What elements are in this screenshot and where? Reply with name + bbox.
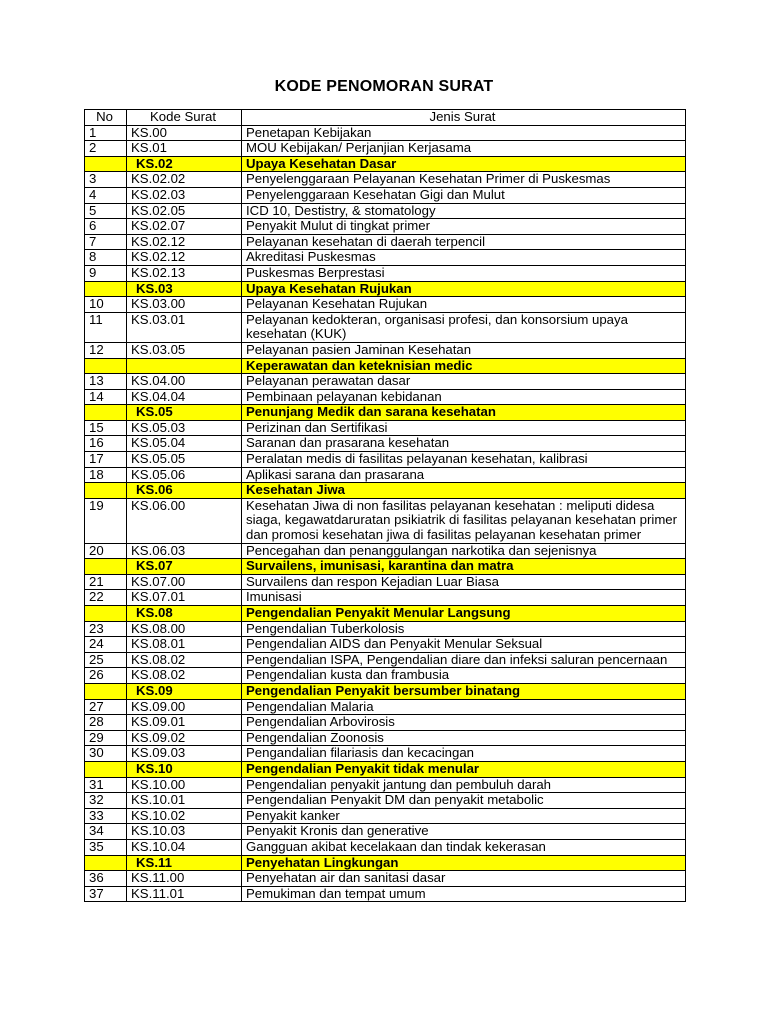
cell-no: 3 xyxy=(85,172,127,188)
cell-kode-surat: KS.03 xyxy=(127,281,242,297)
cell-jenis-surat: Penyakit Kronis dan generative xyxy=(242,824,686,840)
cell-jenis-surat: Pemukiman dan tempat umum xyxy=(242,886,686,902)
cell-kode-surat: KS.09.02 xyxy=(127,730,242,746)
cell-kode-surat: KS.05.03 xyxy=(127,420,242,436)
cell-kode-surat: KS.08.01 xyxy=(127,637,242,653)
table-row xyxy=(85,652,686,668)
cell-jenis-surat: Aplikasi sarana dan prasarana xyxy=(242,467,686,483)
cell-jenis-surat: Kesehatan Jiwa di non fasilitas pelayanan kesehatan : meliputi didesa siaga, kegawatdaruratan psikiatrik di fasilitas pelayanan kesehatan primer dan promosi kesehatan jiwa di fasilitas pelayanan kesehatan primer xyxy=(242,498,686,543)
cell-kode-surat: KS.03.01 xyxy=(127,312,242,342)
cell-jenis-surat: Pengandalian filariasis dan kecacingan xyxy=(242,746,686,762)
cell-no: 7 xyxy=(85,234,127,250)
cell-kode-surat: KS.02.05 xyxy=(127,203,242,219)
page-title: KODE PENOMORAN SURAT xyxy=(274,78,494,95)
cell-no xyxy=(85,483,127,499)
cell-kode-surat: KS.05.06 xyxy=(127,467,242,483)
cell-jenis-surat: Penyelenggaraan Kesehatan Gigi dan Mulut xyxy=(242,187,686,203)
table-row xyxy=(85,886,686,902)
cell-kode-surat: KS.02.12 xyxy=(127,234,242,250)
section-row xyxy=(85,281,686,297)
cell-kode-surat: KS.10.01 xyxy=(127,793,242,809)
cell-kode-surat: KS.09.00 xyxy=(127,699,242,715)
cell-jenis-surat: Pengendalian kusta dan frambusia xyxy=(242,668,686,684)
cell-kode-surat: KS.06.00 xyxy=(127,498,242,543)
section-row xyxy=(85,855,686,871)
cell-kode-surat: KS.07 xyxy=(127,559,242,575)
cell-no: 15 xyxy=(85,420,127,436)
cell-no: 20 xyxy=(85,543,127,559)
cell-kode-surat: KS.02.12 xyxy=(127,250,242,266)
cell-jenis-surat: Pelayanan kesehatan di daerah terpencil xyxy=(242,234,686,250)
cell-kode-surat xyxy=(127,358,242,374)
table-row xyxy=(85,436,686,452)
cell-jenis-surat: Penyakit kanker xyxy=(242,808,686,824)
cell-jenis-surat: Pengendalian penyakit jantung dan pembuluh darah xyxy=(242,777,686,793)
cell-no: 27 xyxy=(85,699,127,715)
cell-kode-surat: KS.08.02 xyxy=(127,652,242,668)
cell-kode-surat: KS.02.13 xyxy=(127,265,242,281)
cell-no: 32 xyxy=(85,793,127,809)
cell-kode-surat: KS.09.03 xyxy=(127,746,242,762)
table-row xyxy=(85,250,686,266)
cell-jenis-surat: Pencegahan dan penanggulangan narkotika dan sejenisnya xyxy=(242,543,686,559)
header-no: No xyxy=(85,110,127,126)
cell-kode-surat: KS.02.07 xyxy=(127,219,242,235)
cell-kode-surat: KS.09 xyxy=(127,683,242,699)
cell-no: 34 xyxy=(85,824,127,840)
cell-jenis-surat: Saranan dan prasarana kesehatan xyxy=(242,436,686,452)
cell-kode-surat: KS.08.00 xyxy=(127,621,242,637)
cell-jenis-surat: Akreditasi Puskesmas xyxy=(242,250,686,266)
cell-no: 29 xyxy=(85,730,127,746)
cell-no: 30 xyxy=(85,746,127,762)
cell-jenis-surat: Keperawatan dan keteknisian medic xyxy=(242,358,686,374)
cell-kode-surat: KS.10.02 xyxy=(127,808,242,824)
cell-jenis-surat: Pengendalian Penyakit DM dan penyakit metabolic xyxy=(242,793,686,809)
cell-jenis-surat: Pengendalian Malaria xyxy=(242,699,686,715)
section-row xyxy=(85,405,686,421)
cell-jenis-surat: Upaya Kesehatan Rujukan xyxy=(242,281,686,297)
section-row xyxy=(85,683,686,699)
table-row xyxy=(85,265,686,281)
table-row xyxy=(85,312,686,342)
cell-kode-surat: KS.07.01 xyxy=(127,590,242,606)
cell-kode-surat: KS.00 xyxy=(127,125,242,141)
cell-kode-surat: KS.03.00 xyxy=(127,297,242,313)
cell-kode-surat: KS.10.03 xyxy=(127,824,242,840)
table-row xyxy=(85,730,686,746)
header-kode-surat: Kode Surat xyxy=(127,110,242,126)
table-row xyxy=(85,715,686,731)
cell-no: 24 xyxy=(85,637,127,653)
table-row xyxy=(85,141,686,157)
table-row xyxy=(85,234,686,250)
cell-jenis-surat: Survailens dan respon Kejadian Luar Biasa xyxy=(242,574,686,590)
table-row xyxy=(85,125,686,141)
cell-jenis-surat: Pembinaan pelayanan kebidanan xyxy=(242,389,686,405)
cell-no xyxy=(85,683,127,699)
cell-no xyxy=(85,855,127,871)
cell-no xyxy=(85,405,127,421)
cell-no: 35 xyxy=(85,839,127,855)
cell-jenis-surat: Perizinan dan Sertifikasi xyxy=(242,420,686,436)
cell-no: 4 xyxy=(85,187,127,203)
table-row xyxy=(85,467,686,483)
table-row xyxy=(85,839,686,855)
table-row xyxy=(85,172,686,188)
cell-no xyxy=(85,156,127,172)
cell-no: 17 xyxy=(85,452,127,468)
cell-no: 33 xyxy=(85,808,127,824)
cell-no: 18 xyxy=(85,467,127,483)
cell-no: 26 xyxy=(85,668,127,684)
cell-jenis-surat: Pengendalian Penyakit tidak menular xyxy=(242,761,686,777)
cell-no: 1 xyxy=(85,125,127,141)
table-row xyxy=(85,808,686,824)
cell-no: 22 xyxy=(85,590,127,606)
cell-jenis-surat: Penetapan Kebijakan xyxy=(242,125,686,141)
cell-kode-surat: KS.03.05 xyxy=(127,342,242,358)
cell-kode-surat: KS.10.00 xyxy=(127,777,242,793)
cell-no xyxy=(85,559,127,575)
cell-jenis-surat: Pelayanan pasien Jaminan Kesehatan xyxy=(242,342,686,358)
cell-no: 25 xyxy=(85,652,127,668)
cell-kode-surat: KS.10 xyxy=(127,761,242,777)
cell-kode-surat: KS.04.04 xyxy=(127,389,242,405)
table-row xyxy=(85,699,686,715)
cell-no xyxy=(85,606,127,622)
cell-jenis-surat: Pelayanan perawatan dasar xyxy=(242,374,686,390)
section-row xyxy=(85,483,686,499)
cell-jenis-surat: Pengendalian Tuberkolosis xyxy=(242,621,686,637)
cell-jenis-surat: Gangguan akibat kecelakaan dan tindak kekerasan xyxy=(242,839,686,855)
table-row xyxy=(85,374,686,390)
cell-no xyxy=(85,358,127,374)
cell-kode-surat: KS.06.03 xyxy=(127,543,242,559)
cell-jenis-surat: Pelayanan Kesehatan Rujukan xyxy=(242,297,686,313)
header-row xyxy=(85,110,686,126)
cell-no: 21 xyxy=(85,574,127,590)
table-row xyxy=(85,452,686,468)
table-row xyxy=(85,342,686,358)
table-row xyxy=(85,621,686,637)
cell-no: 6 xyxy=(85,219,127,235)
cell-jenis-surat: Pengendalian Arbovirosis xyxy=(242,715,686,731)
cell-kode-surat: KS.06 xyxy=(127,483,242,499)
table-row xyxy=(85,668,686,684)
table-header xyxy=(85,110,686,126)
cell-no: 31 xyxy=(85,777,127,793)
table-row xyxy=(85,187,686,203)
cell-kode-surat: KS.09.01 xyxy=(127,715,242,731)
cell-jenis-surat: Upaya Kesehatan Dasar xyxy=(242,156,686,172)
section-row xyxy=(85,761,686,777)
cell-kode-surat: KS.07.00 xyxy=(127,574,242,590)
table-row xyxy=(85,574,686,590)
cell-no: 11 xyxy=(85,312,127,342)
table-row xyxy=(85,420,686,436)
cell-no xyxy=(85,761,127,777)
cell-jenis-surat: Penyehatan air dan sanitasi dasar xyxy=(242,871,686,887)
cell-jenis-surat: Peralatan medis di fasilitas pelayanan kesehatan, kalibrasi xyxy=(242,452,686,468)
cell-no: 37 xyxy=(85,886,127,902)
section-row xyxy=(85,156,686,172)
cell-kode-surat: KS.02 xyxy=(127,156,242,172)
cell-jenis-surat: Kesehatan Jiwa xyxy=(242,483,686,499)
cell-kode-surat: KS.02.02 xyxy=(127,172,242,188)
cell-jenis-surat: Puskesmas Berprestasi xyxy=(242,265,686,281)
table-row xyxy=(85,389,686,405)
cell-no xyxy=(85,281,127,297)
cell-jenis-surat: Pelayanan kedokteran, organisasi profesi, dan konsorsium upaya kesehatan (KUK) xyxy=(242,312,686,342)
cell-no: 36 xyxy=(85,871,127,887)
cell-kode-surat: KS.11.01 xyxy=(127,886,242,902)
cell-kode-surat: KS.01 xyxy=(127,141,242,157)
section-row xyxy=(85,559,686,575)
cell-jenis-surat: Penunjang Medik dan sarana kesehatan xyxy=(242,405,686,421)
cell-jenis-surat: Imunisasi xyxy=(242,590,686,606)
cell-jenis-surat: Penyehatan Lingkungan xyxy=(242,855,686,871)
cell-kode-surat: KS.11.00 xyxy=(127,871,242,887)
header-jenis-surat: Jenis Surat xyxy=(242,110,686,126)
cell-kode-surat: KS.05.05 xyxy=(127,452,242,468)
table-row xyxy=(85,590,686,606)
table-row xyxy=(85,219,686,235)
cell-no: 9 xyxy=(85,265,127,281)
table-row xyxy=(85,498,686,543)
cell-no: 14 xyxy=(85,389,127,405)
section-row xyxy=(85,606,686,622)
cell-no: 5 xyxy=(85,203,127,219)
cell-no: 8 xyxy=(85,250,127,266)
table-row xyxy=(85,793,686,809)
cell-kode-surat: KS.11 xyxy=(127,855,242,871)
cell-jenis-surat: Pengendalian ISPA, Pengendalian diare dan infeksi saluran pencernaan xyxy=(242,652,686,668)
cell-no: 16 xyxy=(85,436,127,452)
cell-no: 10 xyxy=(85,297,127,313)
cell-jenis-surat: Penyakit Mulut di tingkat primer xyxy=(242,219,686,235)
table-row xyxy=(85,746,686,762)
section-row xyxy=(85,358,686,374)
cell-no: 19 xyxy=(85,498,127,543)
cell-jenis-surat: Pengendalian Zoonosis xyxy=(242,730,686,746)
table-row xyxy=(85,543,686,559)
cell-no: 12 xyxy=(85,342,127,358)
cell-kode-surat: KS.08.02 xyxy=(127,668,242,684)
cell-jenis-surat: MOU Kebijakan/ Perjanjian Kerjasama xyxy=(242,141,686,157)
cell-jenis-surat: Survailens, imunisasi, karantina dan matra xyxy=(242,559,686,575)
cell-jenis-surat: Penyelenggaraan Pelayanan Kesehatan Primer di Puskesmas xyxy=(242,172,686,188)
cell-kode-surat: KS.04.00 xyxy=(127,374,242,390)
table-row xyxy=(85,871,686,887)
table-row xyxy=(85,777,686,793)
cell-no: 28 xyxy=(85,715,127,731)
cell-kode-surat: KS.05.04 xyxy=(127,436,242,452)
table-row xyxy=(85,824,686,840)
cell-no: 13 xyxy=(85,374,127,390)
cell-jenis-surat: Pengendalian Penyakit bersumber binatang xyxy=(242,683,686,699)
table-row xyxy=(85,637,686,653)
cell-jenis-surat: Pengendalian Penyakit Menular Langsung xyxy=(242,606,686,622)
table-row xyxy=(85,203,686,219)
cell-kode-surat: KS.02.03 xyxy=(127,187,242,203)
cell-jenis-surat: ICD 10, Destistry, & stomatology xyxy=(242,203,686,219)
cell-no: 23 xyxy=(85,621,127,637)
cell-jenis-surat: Pengendalian AIDS dan Penyakit Menular Seksual xyxy=(242,637,686,653)
table-body xyxy=(85,125,686,902)
cell-kode-surat: KS.05 xyxy=(127,405,242,421)
cell-kode-surat: KS.10.04 xyxy=(127,839,242,855)
table-row xyxy=(85,297,686,313)
cell-kode-surat: KS.08 xyxy=(127,606,242,622)
code-table xyxy=(84,109,686,902)
cell-no: 2 xyxy=(85,141,127,157)
